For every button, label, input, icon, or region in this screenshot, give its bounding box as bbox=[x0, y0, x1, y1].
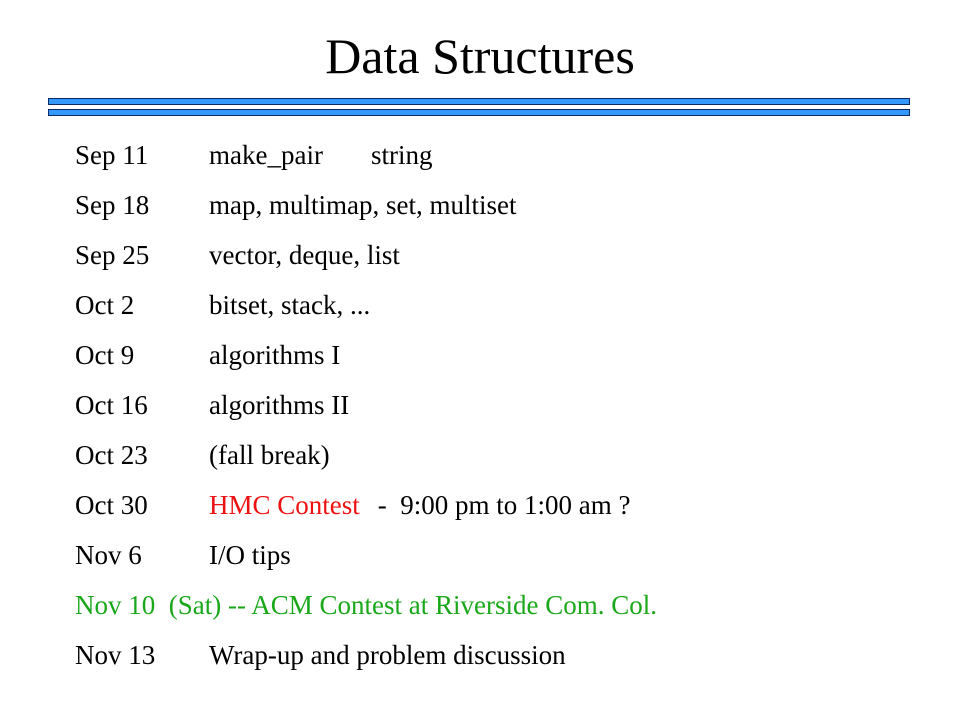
topic-make-pair: make_pair bbox=[209, 140, 323, 170]
row-date: Nov 13 bbox=[75, 640, 156, 670]
row-date: Nov 6 bbox=[75, 540, 142, 570]
schedule-row-oct-23 bbox=[75, 434, 935, 484]
schedule-row-sep-18 bbox=[75, 184, 935, 234]
schedule-row-nov-6 bbox=[75, 534, 935, 584]
row-topic: vector, deque, list bbox=[209, 240, 400, 270]
schedule-row-oct-30 bbox=[75, 484, 935, 534]
schedule-row-oct-16 bbox=[75, 384, 935, 434]
row-topic: algorithms II bbox=[209, 390, 350, 420]
title-divider-bottom bbox=[48, 109, 910, 116]
hmc-contest-highlight: HMC Contest bbox=[209, 490, 360, 520]
schedule-row-sep-11 bbox=[75, 134, 935, 184]
row-date: Sep 18 bbox=[75, 190, 150, 220]
schedule-list bbox=[75, 134, 935, 684]
row-topic bbox=[209, 134, 432, 176]
row-topic: bitset, stack, ... bbox=[209, 290, 371, 320]
hmc-contest-time: - 9:00 pm to 1:00 am ? bbox=[377, 490, 631, 520]
row-date: Oct 23 bbox=[75, 440, 148, 470]
schedule-row-nov-10 bbox=[75, 584, 935, 634]
slide-title: Data Structures bbox=[325, 28, 635, 84]
schedule-row-oct-2 bbox=[75, 284, 935, 334]
row-date: Sep 11 bbox=[75, 140, 149, 170]
row-date: Sep 25 bbox=[75, 240, 150, 270]
row-topic: Wrap-up and problem discussion bbox=[209, 640, 566, 670]
title-divider-top bbox=[48, 98, 910, 105]
row-date: Oct 30 bbox=[75, 490, 148, 520]
row-topic: I/O tips bbox=[209, 540, 291, 570]
row-topic bbox=[209, 484, 631, 526]
topic-string: string bbox=[370, 140, 433, 170]
schedule-row-nov-13 bbox=[75, 634, 935, 684]
row-topic: algorithms I bbox=[209, 340, 341, 370]
row-date: Oct 16 bbox=[75, 390, 148, 420]
schedule-row-sep-25 bbox=[75, 234, 935, 284]
schedule-row-oct-9 bbox=[75, 334, 935, 384]
acm-contest-line: Nov 10 (Sat) -- ACM Contest at Riverside Com. Col. bbox=[75, 590, 657, 620]
row-topic: (fall break) bbox=[209, 440, 330, 470]
row-topic: map, multimap, set, multiset bbox=[209, 190, 517, 220]
row-date: Oct 2 bbox=[75, 290, 135, 320]
row-date: Oct 9 bbox=[75, 340, 135, 370]
